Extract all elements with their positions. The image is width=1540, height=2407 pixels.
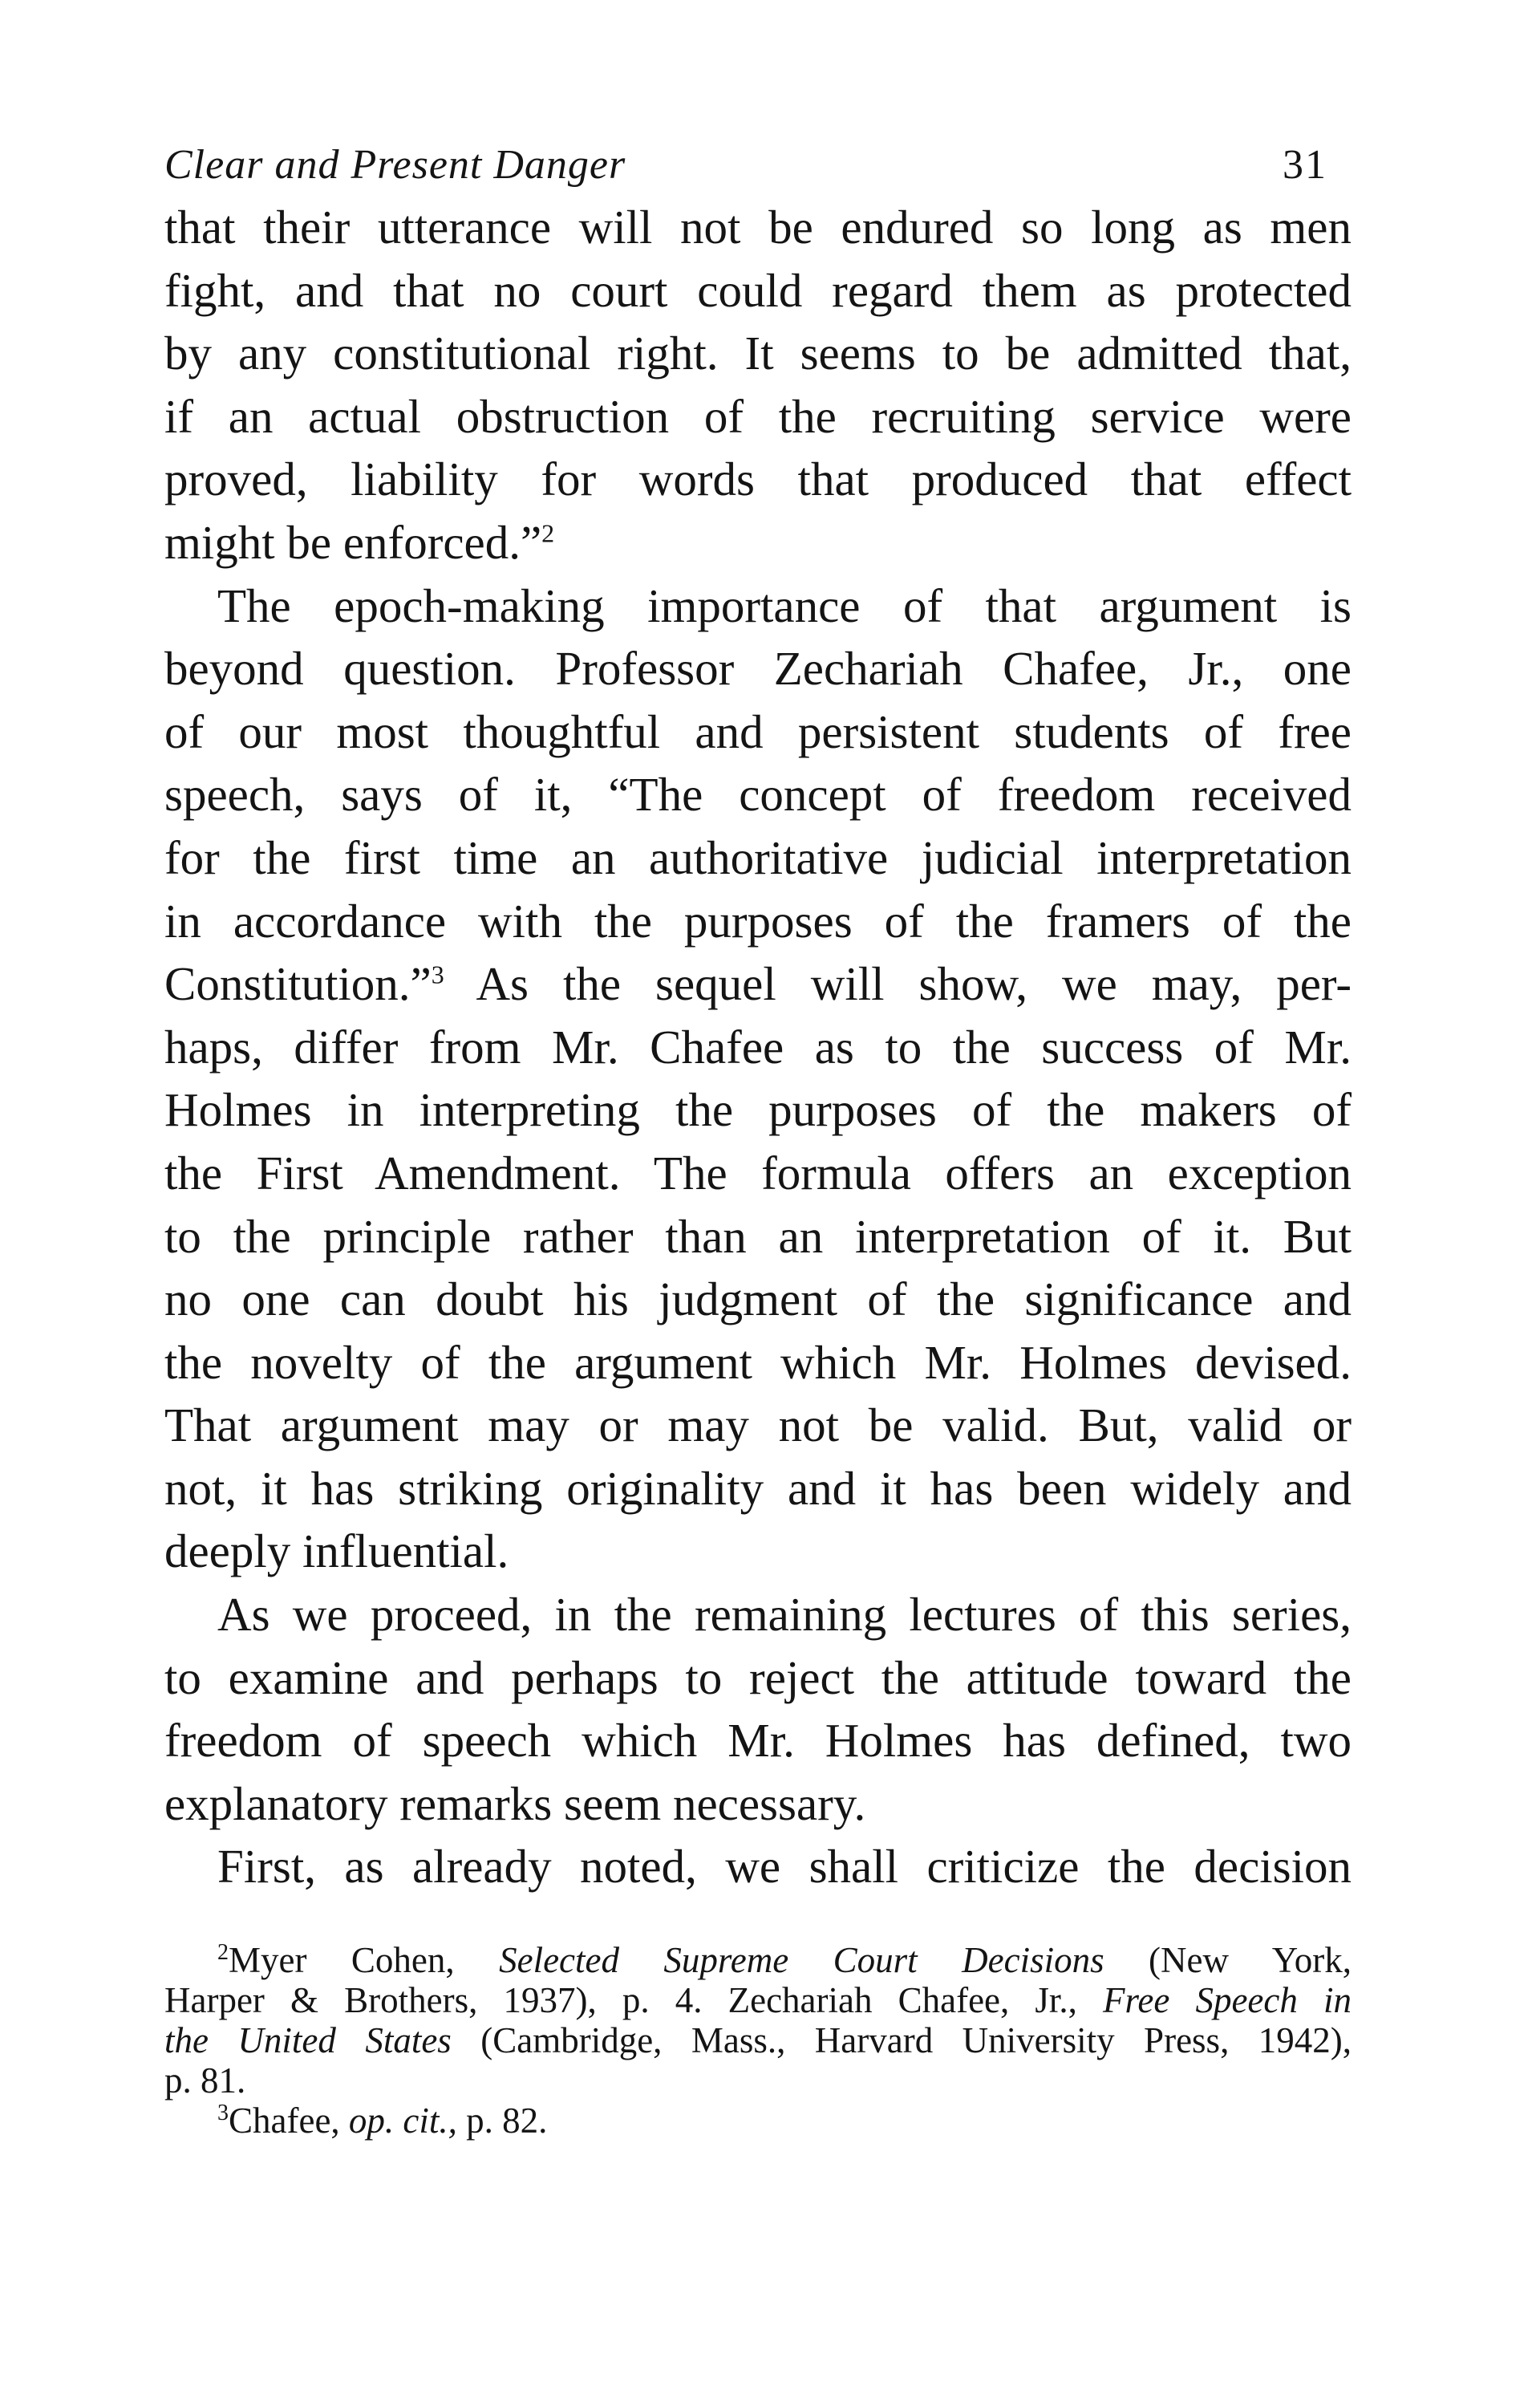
footnote-mark: 2	[217, 1940, 229, 1966]
text-line: haps, differ from Mr. Chafee as to the success of Mr.	[164, 1020, 1352, 1074]
paragraph-4	[164, 1835, 1352, 1898]
text-line: if an actual obstruction of the recruiting service were	[164, 389, 1352, 443]
text-line: Holmes in interpreting the purposes of the makers of	[164, 1083, 1352, 1137]
footnote-ref-3[interactable]: 3	[431, 960, 444, 989]
text-line: to the principle rather than an interpretation of it. But	[164, 1209, 1352, 1263]
text-line: speech, says of it, “The concept of freedom received	[164, 768, 1352, 822]
footnote-line: p. 81.	[164, 2060, 246, 2101]
text-line	[164, 511, 1352, 574]
footnote-line	[164, 1940, 1352, 1980]
text-line: As we proceed, in the remaining lectures of this series,	[217, 1588, 1352, 1642]
running-title: Clear and Present Danger	[164, 142, 626, 188]
text-fragment: (New York,	[1104, 1940, 1352, 1981]
text-fragment: p. 82.	[456, 2101, 548, 2141]
text-line: by any constitutional right. It seems to be admitted that,	[164, 327, 1352, 380]
text-line: proved, liability for words that produced that effect	[164, 453, 1352, 506]
footnote-ref-2[interactable]: 2	[541, 518, 555, 548]
text-line: deeply influential.	[164, 1524, 509, 1578]
text-fragment: Constitution.”	[164, 957, 432, 1011]
paragraph-2	[164, 574, 1352, 1584]
footnote-3	[164, 2101, 1352, 2141]
text-fragment: As the sequel will show, we may, per-	[444, 957, 1352, 1011]
paragraph-1	[164, 196, 1352, 574]
text-line: not, it has striking originality and it has been widely and	[164, 1461, 1352, 1515]
text-line: that their utterance will not be endured so long as men	[164, 201, 1352, 254]
text-line: for the first time an authoritative judicial interpretation	[164, 830, 1352, 884]
text-line: the First Amendment. The formula offers an exception	[164, 1146, 1352, 1199]
citation-title: Free Speech in	[1103, 1980, 1352, 2021]
footnote-mark: 3	[217, 2101, 229, 2126]
citation-abbrev: op. cit.,	[348, 2101, 457, 2141]
text-line	[164, 952, 1352, 1016]
text-line: the novelty of the argument which Mr. Holmes devised.	[164, 1335, 1352, 1389]
footnotes	[164, 1940, 1352, 2141]
paragraph-3	[164, 1583, 1352, 1835]
citation-title: Selected Supreme Court Decisions	[499, 1940, 1104, 1981]
book-page	[164, 135, 1352, 2141]
text-line: First, as already noted, we shall criticize the decision	[217, 1840, 1352, 1894]
text-line: The epoch-making importance of that argument is	[217, 578, 1352, 632]
text-line: fight, and that no court could regard them as protected	[164, 263, 1352, 317]
text-line: That argument may or may not be valid. But, valid or	[164, 1398, 1352, 1452]
text-fragment: might be enforced.”	[164, 515, 542, 569]
citation-title: the United States	[164, 2020, 452, 2061]
text-line: of our most thoughtful and persistent students of free	[164, 704, 1352, 758]
page-number: 31	[1283, 142, 1327, 188]
text-fragment: Chafee,	[229, 2101, 349, 2141]
footnote-line	[164, 1980, 1352, 2020]
text-line: no one can doubt his judgment of the significance and	[164, 1273, 1352, 1326]
text-line: freedom of speech which Mr. Holmes has defined, two	[164, 1714, 1352, 1768]
body-text	[164, 196, 1352, 1898]
text-line: to examine and perhaps to reject the attitude toward the	[164, 1650, 1352, 1704]
footnote-2	[164, 1940, 1352, 2101]
text-line: beyond question. Professor Zechariah Chafee, Jr., one	[164, 642, 1352, 696]
text-line: explanatory remarks seem necessary.	[164, 1776, 866, 1830]
text-fragment: Myer Cohen,	[229, 1940, 500, 1981]
text-fragment: Harper & Brothers, 1937), p. 4. Zechariah Chafee, Jr.,	[164, 1980, 1104, 2021]
footnote-line	[164, 2101, 1352, 2141]
text-line: in accordance with the purposes of the framers of the	[164, 894, 1352, 948]
footnote-line	[164, 2020, 1352, 2060]
text-fragment: (Cambridge, Mass., Harvard University Press, 1942),	[451, 2020, 1352, 2061]
running-head	[164, 135, 1352, 196]
